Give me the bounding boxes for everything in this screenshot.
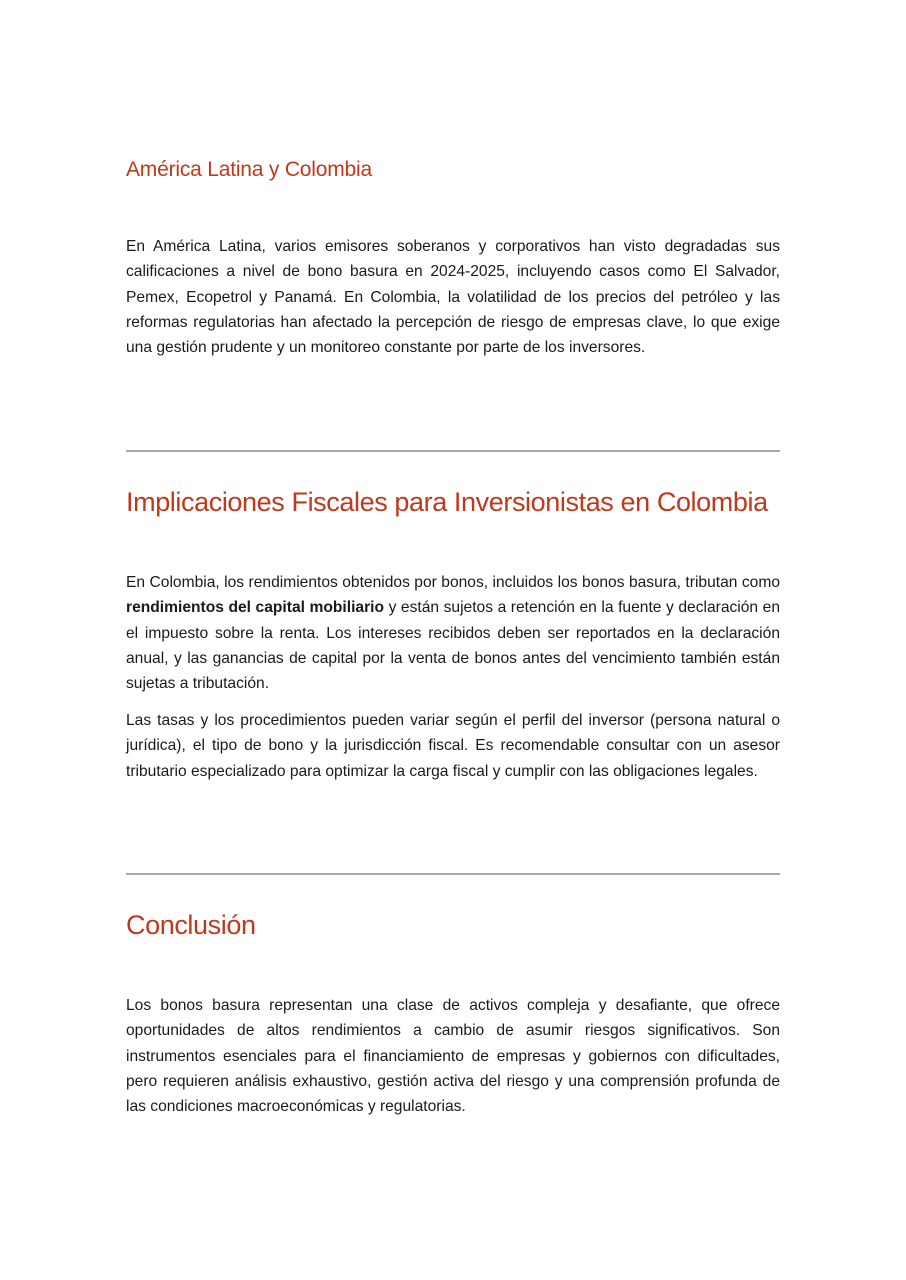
paragraph-conclusion: Los bonos basura representan una clase de activos compleja y desafiante, que ofrece oportunidades de altos rendimientos a cambio de asumir riesgos significativos. Son instrumentos esenciales para el financiamiento de empresas y gobiernos con dificultades, pero requieren análisis exhaustivo, gestión activa del riesgo y una comprensión profunda de las condiciones macroeconómicas y regulatorias. [126,997,780,1116]
section-divider [126,873,780,875]
paragraph-fiscal-1-text-before: En Colombia, los rendimientos obtenidos por bonos, incluidos los bonos basura, tributan como [126,574,780,591]
paragraph-fiscal-1-text-after: y están sujetos a retención en la fuente y declaración en el impuesto sobre la renta. Los intereses recibidos deben ser reportados en la declaración anual, y las ganancias de capital por la venta de bonos antes del vencimiento también están sujetas a tributación. [126,599,780,693]
paragraph-fiscal-1 [126,570,780,696]
section-heading-conclusion: Conclusión [126,910,256,940]
section-heading-latam: América Latina y Colombia [126,158,372,181]
paragraph-latam: En América Latina, varios emisores soberanos y corporativos han visto degradadas sus calificaciones a nivel de bono basura en 2024-2025, incluyendo casos como El Salvador, Pemex, Ecopetrol y Panamá. En Colombia, la volatilidad de los precios del petróleo y las reformas regulatorias han afectado la percepción de riesgo de empresas clave, lo que exige una gestión prudente y un monitoreo constante por parte de los inversores. [126,238,780,357]
paragraph-fiscal-2: Las tasas y los procedimientos pueden variar según el perfil del inversor (persona natural o jurídica), el tipo de bono y la jurisdicción fiscal. Es recomendable consultar con un asesor tributario especializado para optimizar la carga fiscal y cumplir con las obligaciones legales. [126,712,780,780]
section-divider [126,450,780,452]
section-heading-fiscal: Implicaciones Fiscales para Inversionistas en Colombia [126,487,768,517]
bold-term: rendimientos del capital mobiliario [126,599,385,617]
